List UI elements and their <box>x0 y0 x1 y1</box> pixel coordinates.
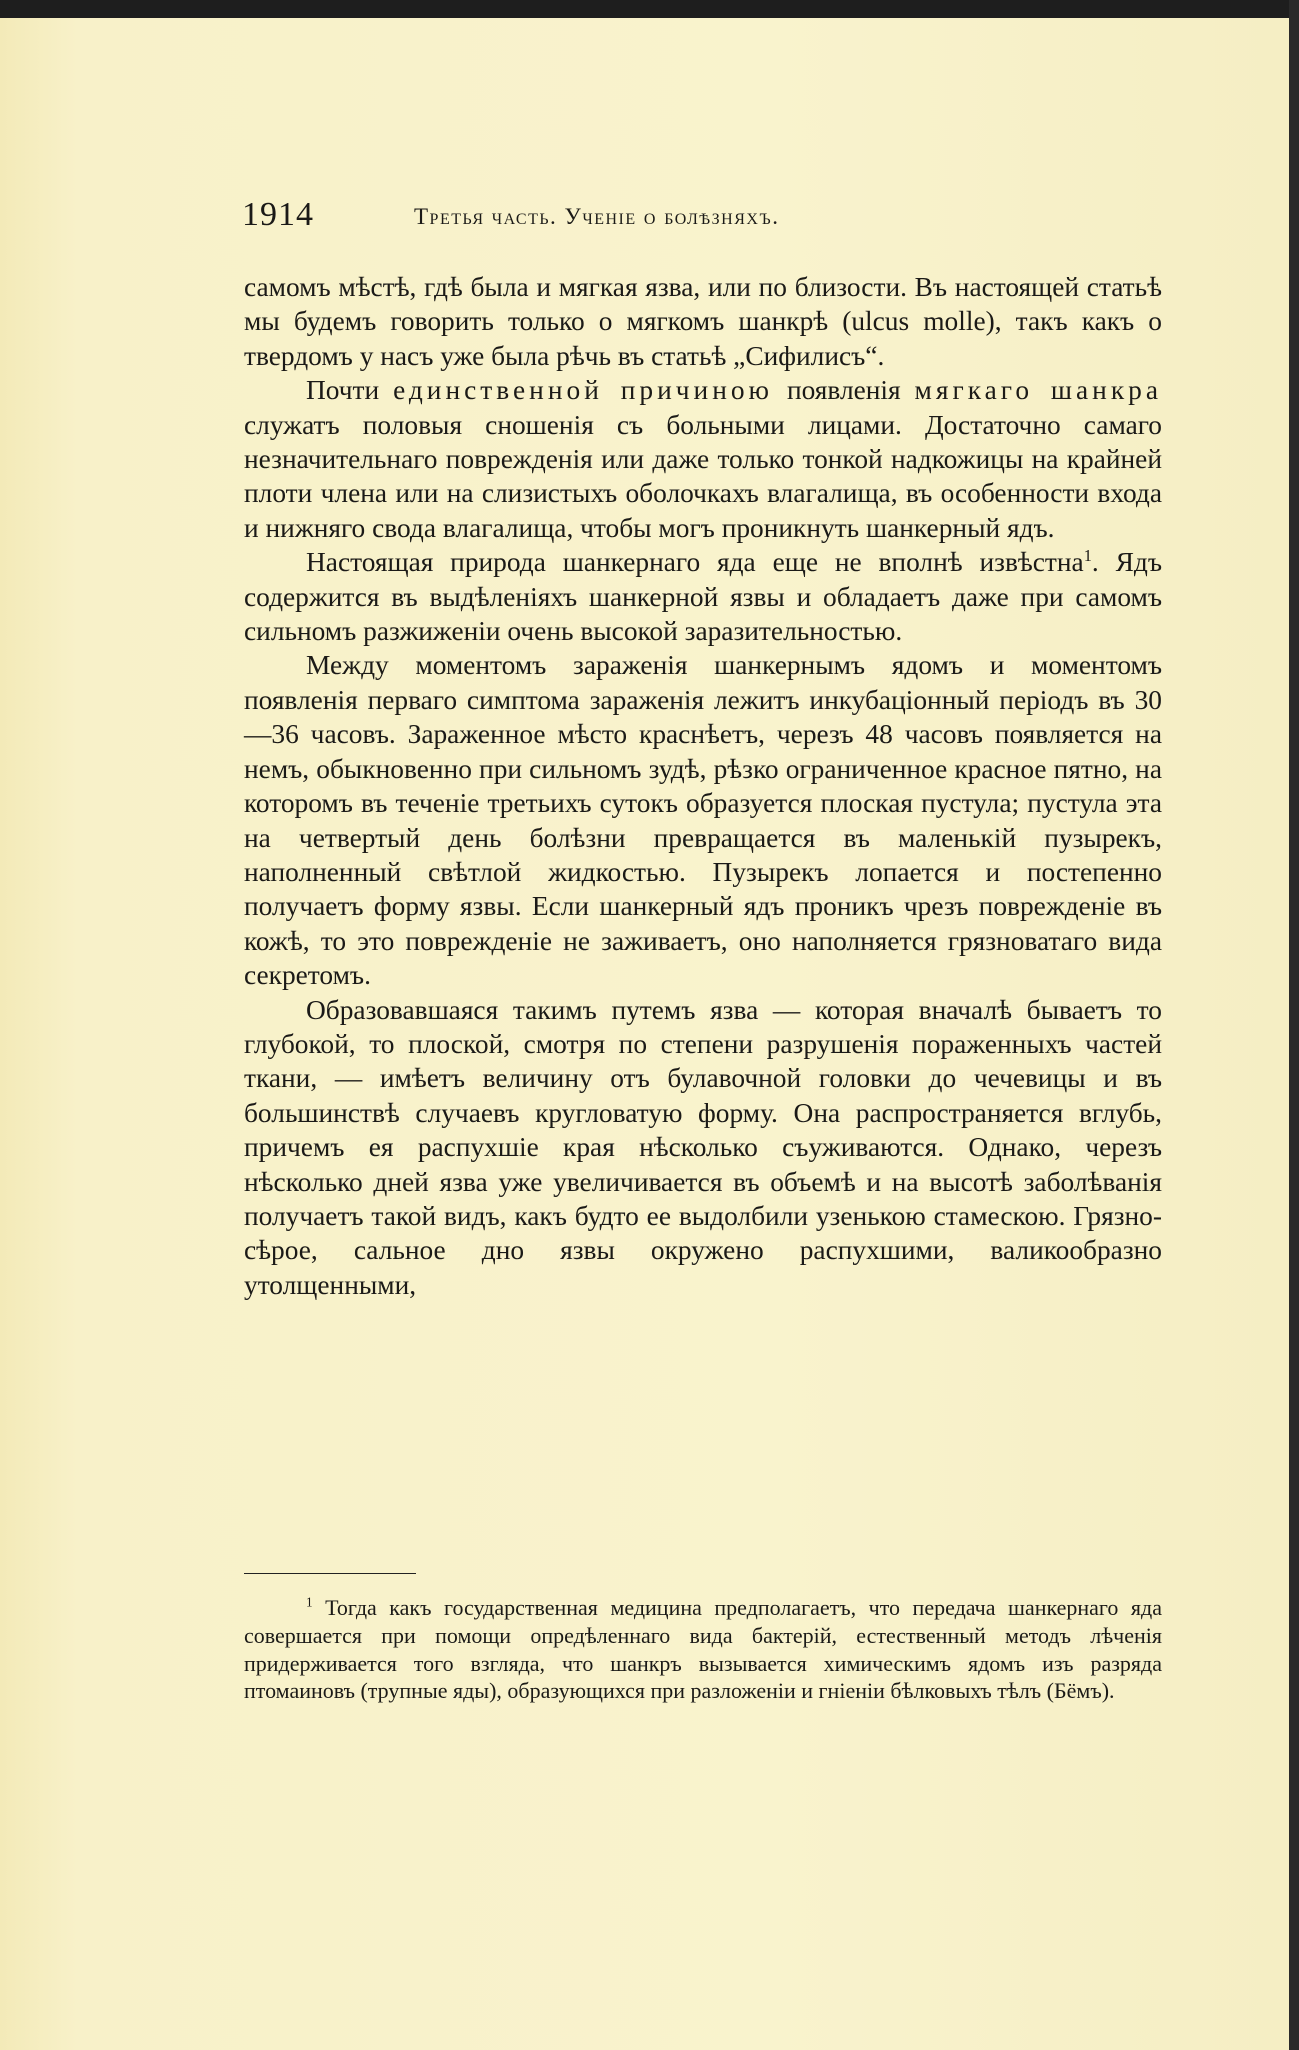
paragraph-4: Между моментомъ зараженія шанкернымъ ядомъ и моментомъ появленія перваго симптома зараженія лежитъ инкубаціонный періодъ въ 30—36 часовъ. Зараженное мѣсто краснѣетъ, черезъ 48 часовъ появляется на немъ, обыкновенно при сильномъ зудѣ, рѣзко ограниченное красное пятно, на которомъ въ теченіе третьихъ сутокъ образуется плоская пустула; пустула эта на четвертый день болѣзни превращается въ маленькій пузырекъ, наполненный свѣтлой жидкостью. Пузырекъ лопается и постепенно получаетъ форму язвы. Если шанкерный ядъ проникъ чрезъ поврежденіе въ кожѣ, то это поврежденіе не заживаетъ, оно наполняется грязноватаго вида секретомъ. <box>244 650 1162 991</box>
page-number: 1914 <box>242 196 314 233</box>
paragraph-3-b: . Ядъ содержится въ выдѣленіяхъ шанкерной язвы и обладаетъ даже при самомъ сильномъ разжиженіи очень высокой заразительностью. <box>244 547 1162 647</box>
footnote-marker: 1 <box>306 1594 313 1610</box>
paragraph-2 <box>244 373 1162 545</box>
paragraph-2-lead: Почти <box>306 375 380 406</box>
running-title: Третья часть. Ученіе о болѣзняхъ. <box>414 204 780 229</box>
footnote-text: Тогда какъ государственная медицина предполагаетъ, что передача шанкернаго яда совершается при помощи опредѣленнаго вида бактерій, естественный методъ лѣченія придерживается того взгляда, что шанкръ вызывается химическимъ ядомъ изъ разряда птомаиновъ (трупные яды), образующихся при разложеніи и гніеніи бѣлковыхъ тѣлъ (Бёмъ). <box>244 1595 1162 1704</box>
footnote-ref: 1 <box>1083 546 1092 566</box>
page-header <box>242 190 1162 240</box>
footnote <box>244 1594 1162 1705</box>
scan-right-edge <box>1289 0 1299 2050</box>
paragraph-2-rest: служатъ половыя сношенія съ больными лицами. Достаточно самаго незначительнаго поврежденія или даже только тонкой надкожицы на крайней плоти члена или на слизистыхъ оболочкахъ влагалища, въ особенности входа и нижняго свода влагалища, чтобы могъ проникнуть шанкерный ядъ. <box>244 409 1162 543</box>
footnote-divider <box>244 1573 416 1574</box>
paragraph-3 <box>244 545 1162 648</box>
body-text <box>244 270 1162 1302</box>
scan-top-edge <box>0 0 1299 18</box>
paragraph-2-mid: появленія <box>786 375 901 406</box>
paragraph-5: Образовавшаяся такимъ путемъ язва — которая вначалѣ бываетъ то глубокой, то плоской, смотря по степени разрушенія пораженныхъ частей ткани, — имѣетъ величину отъ булавочной головки до чечевицы и въ большинствѣ случаевъ кругловатую форму. Она распространяется вглубь, причемъ ея распухшіе края нѣсколько съуживаются. Однако, черезъ нѣсколько дней язва уже увеличивается въ объемѣ и на высотѣ заболѣванія получаетъ такой видъ, какъ будто ее выдолбили узенькою стамескою. Грязно-сѣрое, сальное дно язвы окружено распухшими, валикообразно утолщенными, <box>244 994 1162 1300</box>
emphasis-soft-chancre: мягкаго шанкра <box>914 375 1162 406</box>
emphasis-cause: единственной причиною <box>393 375 774 406</box>
paragraph-3-a: Настоящая природа шанкернаго яда еще не вполнѣ извѣстна <box>306 547 1084 578</box>
paragraph-1: самомъ мѣстѣ, гдѣ была и мягкая язва, или по близости. Въ настоящей статьѣ мы будемъ говорить только о мягкомъ шанкрѣ (ulcus molle), такъ какъ о твердомъ у насъ уже была рѣчь въ статьѣ „Сифилисъ“. <box>244 272 1162 371</box>
